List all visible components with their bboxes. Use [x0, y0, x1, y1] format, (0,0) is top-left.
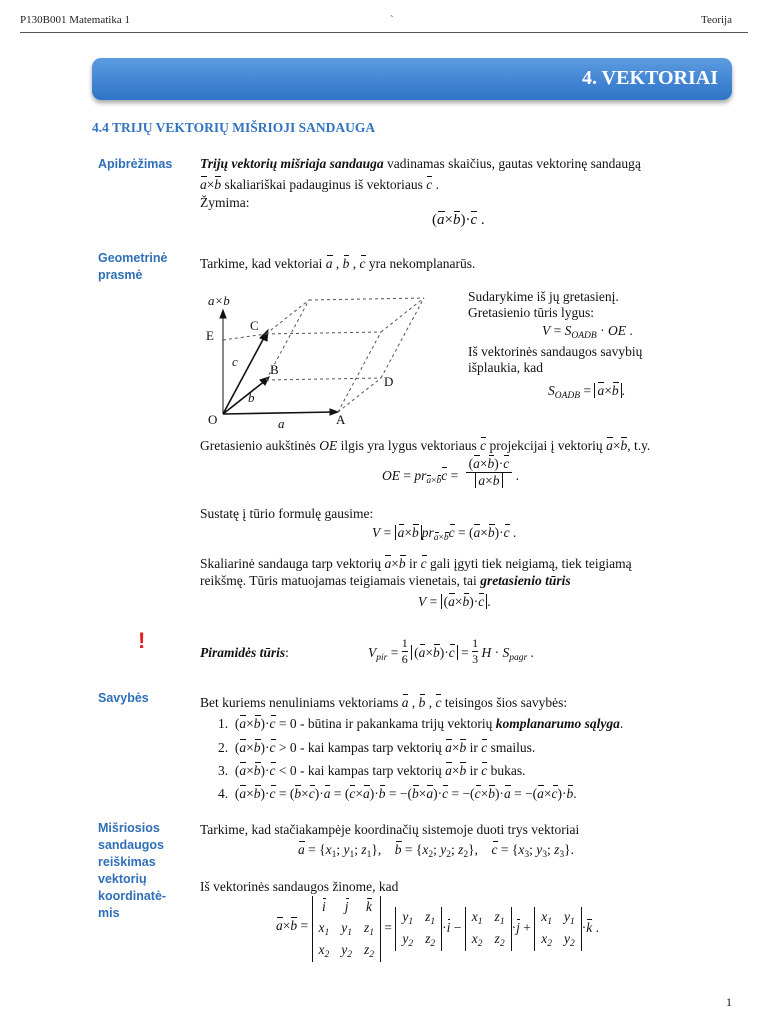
vector-c-arrow: [223, 334, 266, 414]
sustate-text: Sustatę į tūrio formulę gausime:: [200, 506, 374, 521]
axb-arrowhead: [220, 310, 226, 318]
exclamation-icon: !: [138, 628, 146, 653]
cross-product-determinant: a×b = i j k $x_1$ $y_1$ $z_1$ $x_2$ $y_2$ $z_2 = y_1$ $z_1$ $y_2$ $z_2\cdot i - x_1$ $z_1$ $x_2$ $z_2\cdot j + x_1$ $y_1$ $x_2$ $y_2\cdot k$ .: [276, 896, 599, 962]
geo-right-2: Gretasienio tūris lygus:: [468, 305, 594, 320]
property-2: 2. (a×b)·c > 0 - kai kampas tarp vektorių a×b ir c smailus.: [218, 740, 536, 755]
label-geometric: Geometrinė prasmė: [98, 251, 168, 282]
point-D: D: [384, 374, 394, 389]
volume-projection-formula: V = a×b $pr_{a\times b}c = (a\times b)\cdot c$ .: [372, 525, 517, 543]
geo-right-4: išplaukia, kad: [468, 360, 543, 375]
label-coordinates: Mišriosios sandaugos reiškimas vektorių koordinatė- mis: [98, 821, 167, 920]
vector-b-arrow: [223, 380, 266, 414]
geo-right-3: Iš vektorinės sandaugos savybių: [468, 344, 643, 359]
chapter-title: 4. VEKTORIAI: [582, 67, 718, 89]
parallelepiped-figure: [196, 288, 456, 438]
coord-known: Iš vektorinės sandaugos žinome, kad: [200, 879, 399, 894]
property-1: 1. (a×b)·c = 0 - būtina ir pakankama trijų vektorių komplanarumo sąlyga.: [218, 716, 624, 731]
volume-formula: $V = S_{OADB}$ · OE .: [542, 323, 633, 341]
geo-intro: Tarkime, kad vektoriai a , b , c yra nekomplanarūs.: [200, 256, 476, 271]
label-b: b: [248, 390, 255, 405]
header-divider: [20, 32, 748, 33]
height-text: Gretasienio aukštinės OE ilgis yra lygus vektoriaus c projekcijai į vektorių a×b, t.y.: [200, 438, 651, 453]
coord-intro: Tarkime, kad stačiakampėje koordinačių sistemoje duoti trys vektoriai: [200, 822, 580, 837]
point-C: C: [250, 318, 259, 333]
props-intro: Bet kuriems nenuliniams vektoriams a , b , c teisingos šios savybės:: [200, 695, 568, 710]
label-c: c: [232, 354, 238, 369]
projection-formula: OE = $pr_{a\times b}c$ = $\frac{(a\times b)\cdot c}{a\times b}$ .: [382, 456, 519, 488]
coord-vectors: $a = \{x_1$; $y_1$; $z_1$}, $b = \{x_2$; $y_2$; $z_2$}, $c = \{x_3$; $y_3$; $z_3$}.: [298, 842, 574, 860]
label-properties: Savybės: [98, 691, 149, 705]
scalar-text-2: reikšmę. Tūris matuojamas teigiamais vienetais, tai gretasienio tūris: [200, 573, 571, 588]
axb-label: a×b: [208, 293, 230, 308]
geo-right-1: Sudarykime iš jų gretasienį.: [468, 289, 619, 304]
header-section: Teorija: [701, 14, 732, 26]
volume-abs-formula: V = (a×b)·c .: [418, 594, 491, 609]
label-a: a: [278, 416, 285, 431]
property-4: 4. (a×b)·c = (b×c)·a = (c×a)·b = −(b×a)·c = −(c×b)·a = −(a×c)·b.: [218, 786, 577, 801]
area-formula: $S_{OADB} = a\times b$ .: [548, 383, 625, 401]
point-B: B: [270, 362, 279, 377]
scalar-text-1: Skaliarinė sandauga tarp vektorių a×b ir c gali įgyti tiek neigiamą, tiek teigiamą: [200, 556, 632, 571]
chapter-banner: [92, 58, 732, 100]
notation-label: Žymima:: [200, 195, 250, 210]
section-title: 4.4 TRIJŲ VEKTORIŲ MIŠRIOJI SANDAUGA: [92, 120, 376, 135]
vector-a-arrow: [223, 412, 334, 414]
header-mark: `: [390, 14, 394, 26]
definition-line-2: a×b skaliariškai padauginus iš vektoriaus c .: [200, 177, 439, 192]
point-O: O: [208, 412, 218, 427]
property-3: 3. (a×b)·c < 0 - kai kampas tarp vektorių a×b ir c bukas.: [218, 763, 526, 778]
notation-formula: (a×b)·c .: [432, 212, 485, 228]
page-number: 1: [726, 995, 732, 1009]
header-course: P130B001 Matematika 1: [20, 14, 130, 26]
pyramid-label: Piramidės tūris:: [200, 645, 289, 660]
point-E: E: [206, 328, 214, 343]
label-definition: Apibrėžimas: [98, 157, 173, 171]
definition-line-1: Trijų vektorių mišriaja sandauga vadinamas skaičius, gautas vektorinę sandaugą: [200, 156, 641, 171]
pyramid-formula: $V_{pir}$ = $\frac{1}{6} (a\times b)\cdot c$ = $\frac{1}{3}$ $H \cdot S_{pagr}$ .: [368, 636, 534, 666]
point-A: A: [336, 412, 346, 427]
